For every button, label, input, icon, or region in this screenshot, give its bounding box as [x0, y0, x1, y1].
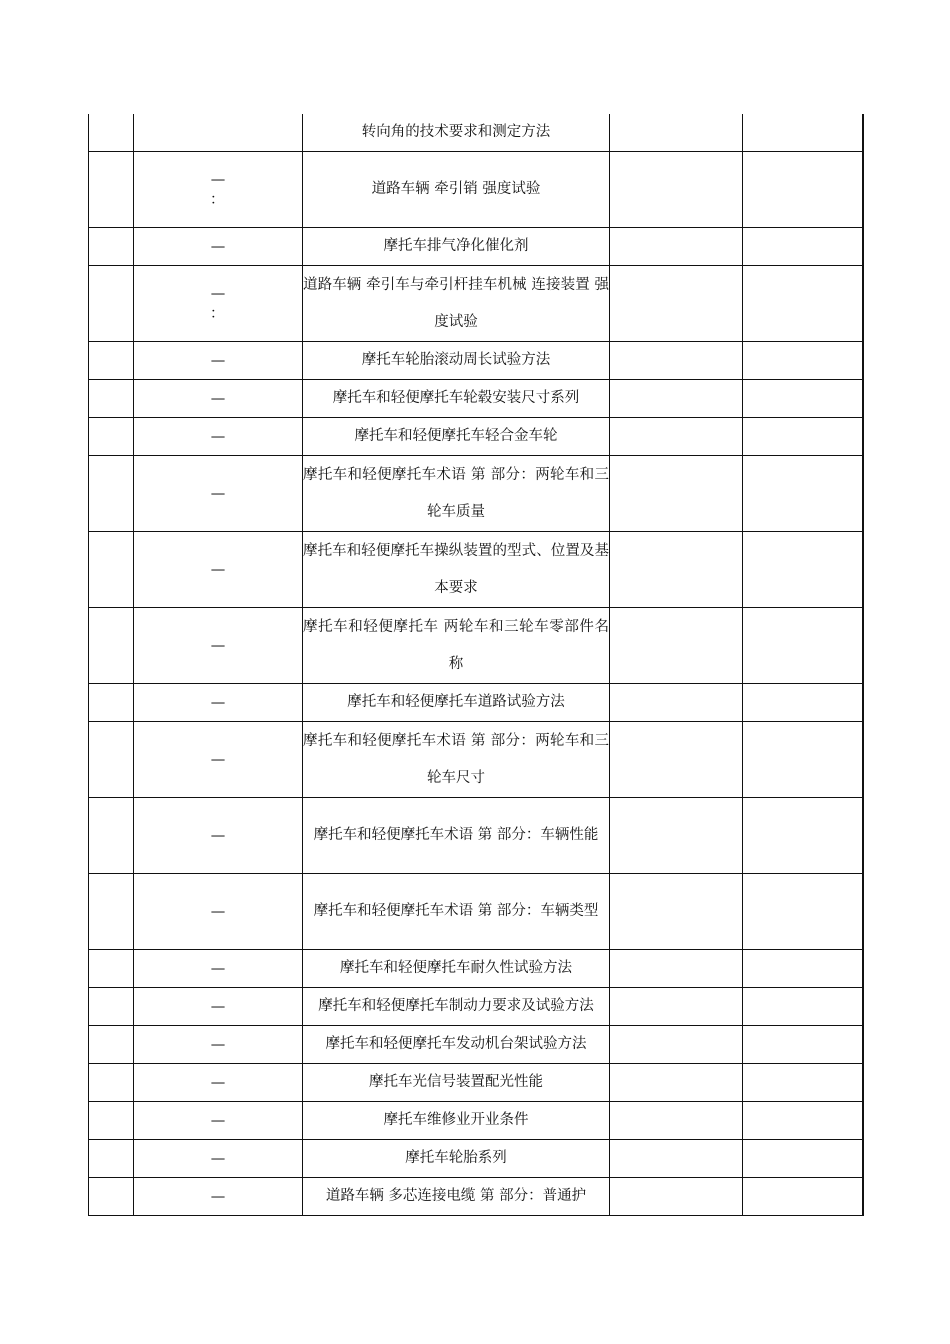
standard-code-cell: [134, 152, 303, 228]
blank-cell: [743, 684, 863, 722]
standard-title: 道路车辆 牵引销 强度试验: [371, 181, 541, 197]
standard-title: 摩托车和轻便摩托车术语 第 部分：车辆类型: [313, 903, 599, 919]
standard-code-cell: [134, 1178, 303, 1216]
standard-code: —: [210, 428, 226, 445]
standard-title-cell: [303, 988, 610, 1026]
standard-code-cell: [134, 1064, 303, 1102]
blank-cell: [743, 266, 863, 342]
standard-code-colon: ：: [210, 191, 225, 208]
standard-title-cell: [303, 1140, 610, 1178]
table-row: [89, 950, 863, 988]
standard-title-cell: [303, 342, 610, 380]
table-row: [89, 380, 863, 418]
blank-cell: [610, 608, 743, 684]
blank-cell: [743, 380, 863, 418]
standard-code-cell: [134, 114, 303, 152]
row-number-cell: [89, 1026, 134, 1064]
standard-code-cell: [134, 380, 303, 418]
standard-title: 摩托车和轻便摩托车术语 第 部分：两轮车和三轮车尺寸: [303, 732, 609, 786]
standard-title: 摩托车光信号装置配光性能: [369, 1074, 543, 1090]
standard-code-cell: [134, 1026, 303, 1064]
standard-title-cell: [303, 1026, 610, 1064]
blank-cell: [610, 342, 743, 380]
standard-code-cell: [134, 874, 303, 950]
blank-cell: [610, 1102, 743, 1140]
row-number-cell: [89, 456, 134, 532]
standard-title: 转向角的技术要求和测定方法: [361, 124, 551, 140]
blank-cell: [743, 608, 863, 684]
standard-title: 摩托车和轻便摩托车道路试验方法: [347, 694, 565, 710]
standard-code: —: [210, 960, 226, 977]
standard-title: 摩托车和轻便摩托车轻合金车轮: [354, 428, 558, 444]
blank-cell: [743, 342, 863, 380]
standard-code-cell: [134, 1102, 303, 1140]
standard-title-cell: [303, 950, 610, 988]
standard-code: —: [210, 238, 226, 255]
standard-code: —: [210, 751, 226, 768]
blank-cell: [610, 418, 743, 456]
table-row: [89, 152, 863, 228]
standard-code-cell: [134, 456, 303, 532]
standard-code-cell: [134, 684, 303, 722]
table-row: [89, 418, 863, 456]
standard-code-cell: [134, 228, 303, 266]
blank-cell: [610, 532, 743, 608]
standard-title-cell: [303, 152, 610, 228]
row-number-cell: [89, 798, 134, 874]
blank-cell: [743, 1102, 863, 1140]
standard-code-cell: [134, 532, 303, 608]
row-number-cell: [89, 1102, 134, 1140]
standard-code: —: [210, 694, 226, 711]
table-row: [89, 798, 863, 874]
row-number-cell: [89, 1064, 134, 1102]
table-row: [89, 1178, 863, 1216]
standard-title-cell: [303, 418, 610, 456]
standard-code: —: [210, 1036, 226, 1053]
standards-table: [88, 114, 864, 1216]
standard-title-cell: [303, 228, 610, 266]
blank-cell: [610, 722, 743, 798]
blank-cell: [743, 798, 863, 874]
blank-cell: [743, 228, 863, 266]
table-row: [89, 1140, 863, 1178]
standard-code-cell: [134, 798, 303, 874]
blank-cell: [743, 114, 863, 152]
row-number-cell: [89, 684, 134, 722]
standard-code-colon: ：: [210, 305, 225, 322]
table-row: [89, 722, 863, 798]
standard-title: 摩托车维修业开业条件: [383, 1112, 529, 1128]
row-number-cell: [89, 342, 134, 380]
standard-title-cell: [303, 532, 610, 608]
table-row: [89, 228, 863, 266]
standard-code: —: [210, 485, 226, 502]
standard-title: 摩托车和轻便摩托车耐久性试验方法: [340, 960, 572, 976]
blank-cell: [610, 1064, 743, 1102]
blank-cell: [610, 950, 743, 988]
standard-title: 摩托车轮胎滚动周长试验方法: [361, 352, 551, 368]
standard-code: —: [210, 352, 226, 369]
table-row: [89, 114, 863, 152]
table-row: [89, 988, 863, 1026]
standard-title: 摩托车和轻便摩托车 两轮车和三轮车零部件名称: [303, 618, 609, 672]
row-number-cell: [89, 228, 134, 266]
blank-cell: [610, 228, 743, 266]
standard-title: 摩托车和轻便摩托车轮毂安装尺寸系列: [332, 390, 580, 406]
row-number-cell: [89, 418, 134, 456]
standard-code: —: [210, 637, 226, 654]
standard-code: —: [210, 285, 226, 302]
blank-cell: [743, 722, 863, 798]
row-number-cell: [89, 380, 134, 418]
blank-cell: [743, 874, 863, 950]
standard-code: —: [210, 1150, 226, 1167]
blank-cell: [610, 1026, 743, 1064]
standard-title: 摩托车和轻便摩托车操纵装置的型式、位置及基本要求: [303, 542, 609, 596]
blank-cell: [743, 950, 863, 988]
table-row: [89, 1064, 863, 1102]
row-number-cell: [89, 874, 134, 950]
row-number-cell: [89, 1140, 134, 1178]
blank-cell: [610, 988, 743, 1026]
standard-code-cell: [134, 342, 303, 380]
standard-code: —: [210, 561, 226, 578]
row-number-cell: [89, 152, 134, 228]
standard-title-cell: [303, 874, 610, 950]
standard-title: 道路车辆 牵引车与牵引杆挂车机械 连接装置 强度试验: [303, 276, 609, 330]
blank-cell: [610, 874, 743, 950]
blank-cell: [610, 456, 743, 532]
table-row: [89, 532, 863, 608]
standard-code: —: [210, 171, 226, 188]
blank-cell: [743, 532, 863, 608]
standard-title: 摩托车和轻便摩托车术语 第 部分：两轮车和三轮车质量: [303, 466, 609, 520]
standard-code: —: [210, 827, 226, 844]
blank-cell: [610, 380, 743, 418]
standard-title-cell: [303, 456, 610, 532]
row-number-cell: [89, 532, 134, 608]
standard-code-cell: [134, 722, 303, 798]
standard-code: —: [210, 1074, 226, 1091]
blank-cell: [610, 684, 743, 722]
standard-title-cell: [303, 1064, 610, 1102]
row-number-cell: [89, 608, 134, 684]
standard-code: —: [210, 1112, 226, 1129]
table-row: [89, 456, 863, 532]
standard-title: 摩托车和轻便摩托车术语 第 部分：车辆性能: [313, 827, 599, 843]
row-number-cell: [89, 950, 134, 988]
blank-cell: [610, 798, 743, 874]
table-row: [89, 342, 863, 380]
row-number-cell: [89, 1178, 134, 1216]
table-row: [89, 1102, 863, 1140]
standard-code-cell: [134, 608, 303, 684]
blank-cell: [743, 988, 863, 1026]
standard-title-cell: [303, 608, 610, 684]
blank-cell: [610, 152, 743, 228]
standard-title: 摩托车排气净化催化剂: [383, 238, 529, 254]
standard-title-cell: [303, 1102, 610, 1140]
row-number-cell: [89, 988, 134, 1026]
standards-table-body: [89, 114, 863, 1216]
standard-code-cell: [134, 950, 303, 988]
blank-cell: [743, 1064, 863, 1102]
blank-cell: [743, 418, 863, 456]
standard-title-cell: [303, 266, 610, 342]
blank-cell: [610, 114, 743, 152]
standard-title-cell: [303, 380, 610, 418]
blank-cell: [743, 1178, 863, 1216]
table-row: [89, 1026, 863, 1064]
table-row: [89, 874, 863, 950]
blank-cell: [610, 1178, 743, 1216]
row-number-cell: [89, 266, 134, 342]
standard-title-cell: [303, 798, 610, 874]
standard-title-cell: [303, 1178, 610, 1216]
standard-code-cell: [134, 1140, 303, 1178]
standard-title-cell: [303, 684, 610, 722]
standard-title: 摩托车和轻便摩托车发动机台架试验方法: [325, 1036, 587, 1052]
standard-code-cell: [134, 266, 303, 342]
blank-cell: [610, 1140, 743, 1178]
standard-code-cell: [134, 418, 303, 456]
row-number-cell: [89, 114, 134, 152]
standard-code-cell: [134, 988, 303, 1026]
standard-code: —: [210, 903, 226, 920]
standard-title: 摩托车和轻便摩托车制动力要求及试验方法: [318, 998, 594, 1014]
standard-code: —: [210, 1188, 226, 1205]
standard-title-cell: [303, 722, 610, 798]
standard-title: 道路车辆 多芯连接电缆 第 部分：普通护: [325, 1188, 587, 1204]
table-row: [89, 608, 863, 684]
blank-cell: [743, 456, 863, 532]
row-number-cell: [89, 722, 134, 798]
table-row: [89, 266, 863, 342]
standard-code: —: [210, 998, 226, 1015]
standard-code: —: [210, 390, 226, 407]
blank-cell: [743, 1140, 863, 1178]
blank-cell: [610, 266, 743, 342]
blank-cell: [743, 1026, 863, 1064]
standard-title: 摩托车轮胎系列: [405, 1150, 507, 1166]
standard-title-cell: [303, 114, 610, 152]
table-row: [89, 684, 863, 722]
blank-cell: [743, 152, 863, 228]
